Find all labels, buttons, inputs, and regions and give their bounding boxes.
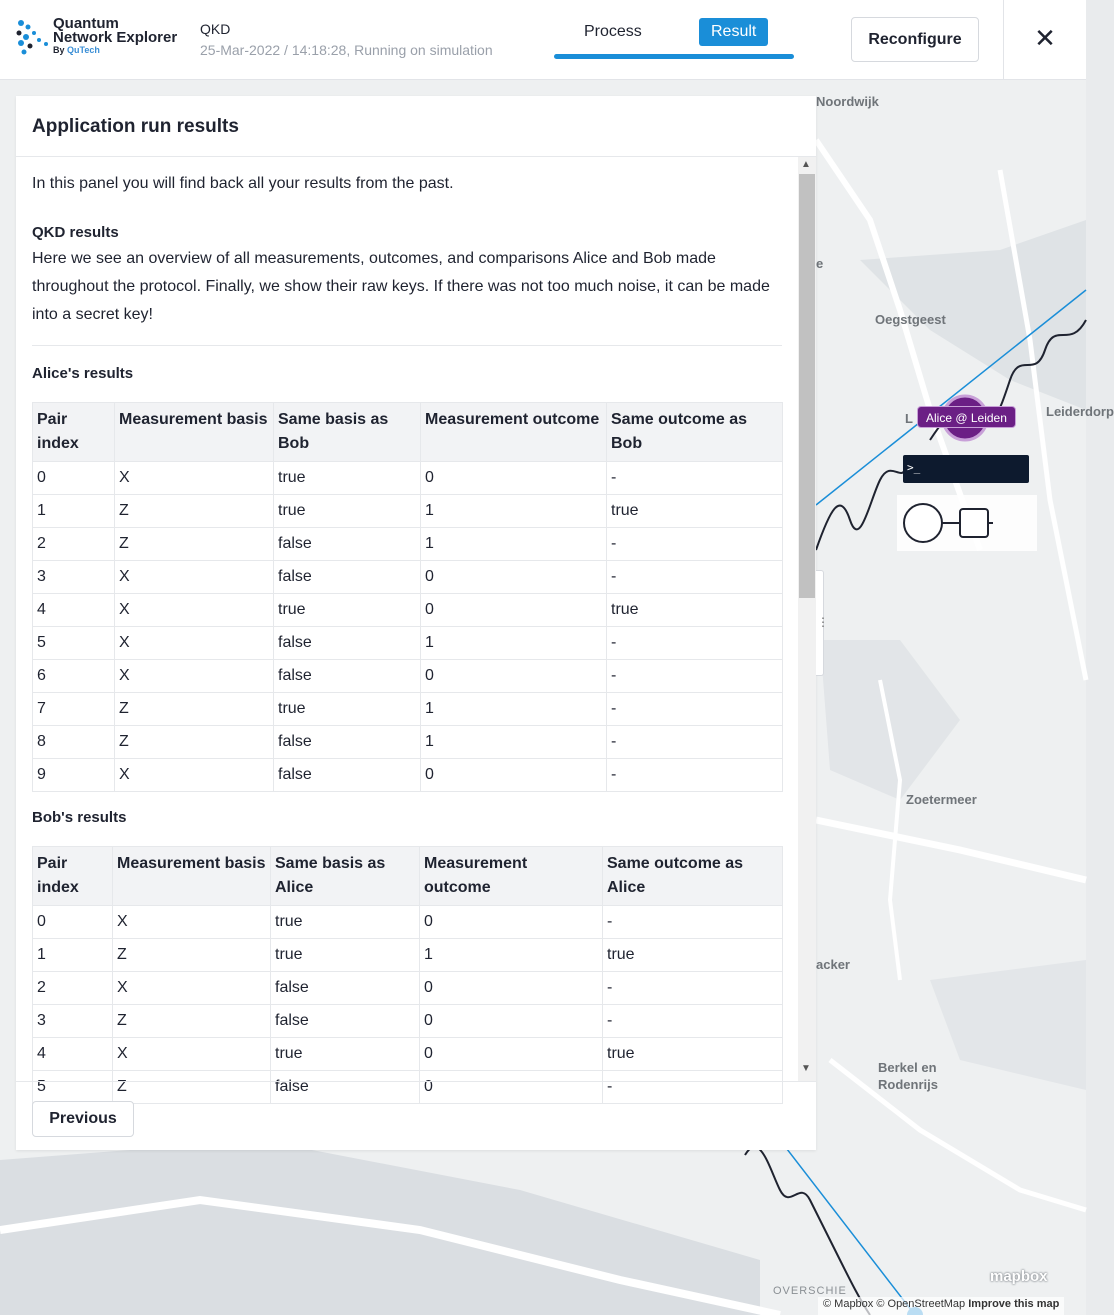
- section-divider: [32, 345, 782, 346]
- map-place-label: Rodenrijs: [878, 1077, 938, 1092]
- logo-by: By: [53, 45, 68, 55]
- map-place-label: Leiderdorp: [1046, 404, 1114, 419]
- table-cell: false: [274, 660, 421, 693]
- tab-result[interactable]: Result: [699, 18, 768, 46]
- column-header: Measurement outcome: [421, 403, 607, 462]
- table-cell: 4: [33, 1038, 113, 1071]
- table-cell: Z: [115, 528, 274, 561]
- table-cell: -: [607, 726, 783, 759]
- table-row: [33, 906, 783, 939]
- panel-footer: [16, 1081, 816, 1150]
- table-row: [33, 693, 783, 726]
- table-row: [33, 972, 783, 1005]
- table-cell: true: [274, 495, 421, 528]
- results-panel: [16, 96, 816, 1150]
- table-cell: false: [271, 1071, 420, 1104]
- scroll-up-icon[interactable]: ▲: [801, 159, 811, 170]
- table-cell: X: [113, 972, 271, 1005]
- map-place-label: L: [905, 411, 913, 426]
- table-cell: -: [607, 660, 783, 693]
- table-cell: true: [271, 939, 420, 972]
- table-row: [33, 495, 783, 528]
- table-cell: X: [115, 660, 274, 693]
- table-cell: true: [271, 906, 420, 939]
- close-icon[interactable]: ✕: [1034, 23, 1056, 53]
- column-header: Same basis as Alice: [271, 847, 420, 906]
- run-meta: 25-Mar-2022 / 14:18:28, Running on simulation: [200, 42, 493, 58]
- header-divider: [1003, 0, 1004, 80]
- panel-scroll-area[interactable]: [16, 157, 816, 1095]
- table-cell: X: [113, 1038, 271, 1071]
- step-tabs: [554, 18, 794, 60]
- table-cell: Z: [115, 495, 274, 528]
- app-header: [0, 0, 1086, 80]
- table-cell: false: [271, 972, 420, 1005]
- table-cell: true: [607, 594, 783, 627]
- column-header: Measurement basis: [113, 847, 271, 906]
- table-cell: -: [607, 561, 783, 594]
- table-cell: 3: [33, 1005, 113, 1038]
- table-row: [33, 939, 783, 972]
- table-cell: 9: [33, 759, 115, 792]
- table-cell: 6: [33, 660, 115, 693]
- table-cell: 0: [33, 906, 113, 939]
- table-cell: 0: [420, 906, 603, 939]
- app-logo[interactable]: [16, 16, 186, 60]
- circuit-icon: [897, 495, 1037, 551]
- table-cell: 1: [421, 627, 607, 660]
- table-cell: 0: [421, 561, 607, 594]
- table-cell: 0: [33, 462, 115, 495]
- node-circuit-diagram: [897, 495, 1037, 551]
- previous-button[interactable]: Previous: [32, 1101, 134, 1137]
- table-cell: true: [603, 939, 783, 972]
- table-cell: Z: [113, 1071, 271, 1104]
- drag-handle-icon: ⋮: [817, 615, 829, 629]
- table-cell: true: [274, 594, 421, 627]
- table-cell: X: [115, 561, 274, 594]
- node-label[interactable]: Alice @ Leiden: [917, 406, 1016, 428]
- table-cell: 5: [33, 1071, 113, 1104]
- scroll-down-icon[interactable]: ▼: [801, 1063, 811, 1074]
- table-cell: 0: [420, 1005, 603, 1038]
- table-cell: 8: [33, 726, 115, 759]
- column-header: Same basis as Bob: [274, 403, 421, 462]
- table-cell: 3: [33, 561, 115, 594]
- table-cell: -: [607, 759, 783, 792]
- table-cell: 0: [420, 1071, 603, 1104]
- table-cell: 0: [421, 660, 607, 693]
- table-cell: false: [274, 759, 421, 792]
- table-cell: 7: [33, 693, 115, 726]
- table-cell: 4: [33, 594, 115, 627]
- table-cell: true: [607, 495, 783, 528]
- table-cell: 0: [420, 972, 603, 1005]
- table-cell: 1: [421, 495, 607, 528]
- table-cell: -: [607, 693, 783, 726]
- map-place-label: Oegstgeest: [875, 312, 946, 327]
- table-cell: 0: [420, 1038, 603, 1071]
- table-cell: -: [603, 1005, 783, 1038]
- map-place-label: Noordwijk: [816, 94, 879, 109]
- attribution-text[interactable]: © Mapbox © OpenStreetMap: [823, 1298, 966, 1310]
- tab-process[interactable]: Process: [584, 23, 642, 40]
- bob-results-table: [32, 846, 783, 1104]
- column-header: Pair index: [33, 847, 113, 906]
- scrollbar-thumb[interactable]: [799, 174, 815, 598]
- improve-map-link[interactable]: Improve this map: [968, 1298, 1060, 1310]
- table-cell: 2: [33, 972, 113, 1005]
- table-cell: 1: [421, 726, 607, 759]
- table-cell: 2: [33, 528, 115, 561]
- map-place-label: Berkel en: [878, 1060, 937, 1075]
- table-cell: 1: [420, 939, 603, 972]
- table-cell: 0: [421, 594, 607, 627]
- table-cell: X: [115, 594, 274, 627]
- table-cell: Z: [113, 939, 271, 972]
- bob-results-title: Bob's results: [32, 809, 127, 826]
- mapbox-logo[interactable]: mapbox: [990, 1268, 1048, 1285]
- table-cell: false: [274, 528, 421, 561]
- table-row: [33, 627, 783, 660]
- table-cell: -: [603, 906, 783, 939]
- tab-progress-bar: [554, 54, 794, 59]
- table-row: [33, 759, 783, 792]
- column-header: Same outcome as Alice: [603, 847, 783, 906]
- table-cell: false: [271, 1005, 420, 1038]
- qkd-section-title: QKD results: [32, 224, 119, 241]
- column-header: Measurement basis: [115, 403, 274, 462]
- table-cell: 1: [33, 495, 115, 528]
- table-cell: false: [274, 627, 421, 660]
- table-row: [33, 528, 783, 561]
- table-cell: 1: [421, 693, 607, 726]
- panel-scrollbar[interactable]: [798, 157, 816, 1081]
- table-cell: Z: [115, 693, 274, 726]
- table-row: [33, 726, 783, 759]
- node-terminal[interactable]: >_: [903, 455, 1029, 483]
- alice-results-table: [32, 402, 783, 792]
- map-place-label: OVERSCHIE: [773, 1285, 847, 1297]
- table-row: [33, 561, 783, 594]
- logo-brand: QuTech: [67, 45, 100, 55]
- logo-byline: [53, 45, 100, 55]
- alice-results-title: Alice's results: [32, 365, 134, 382]
- table-cell: X: [115, 759, 274, 792]
- table-cell: 0: [421, 462, 607, 495]
- panel-intro: In this panel you will find back all your results from the past.: [32, 175, 454, 192]
- column-header: Measurement outcome: [420, 847, 603, 906]
- table-cell: true: [274, 462, 421, 495]
- map-attribution: [818, 1297, 1064, 1315]
- table-row: [33, 1038, 783, 1071]
- table-cell: true: [274, 693, 421, 726]
- logo-title-line2: Network Explorer: [53, 29, 178, 46]
- table-cell: -: [603, 1071, 783, 1104]
- logo-title-line1: Quantum: [53, 15, 119, 32]
- column-header: Same outcome as Bob: [607, 403, 783, 462]
- table-cell: false: [274, 561, 421, 594]
- table-cell: X: [115, 462, 274, 495]
- app-name: QKD: [200, 21, 231, 37]
- panel-title: Application run results: [32, 116, 239, 137]
- table-cell: X: [113, 906, 271, 939]
- table-row: [33, 594, 783, 627]
- table-cell: -: [607, 528, 783, 561]
- panel-resize-handle[interactable]: [816, 570, 829, 676]
- table-cell: 5: [33, 627, 115, 660]
- table-cell: Z: [115, 726, 274, 759]
- table-cell: true: [271, 1038, 420, 1071]
- table-row: [33, 462, 783, 495]
- column-header: Pair index: [33, 403, 115, 462]
- table-cell: -: [607, 627, 783, 660]
- table-cell: false: [274, 726, 421, 759]
- table-cell: Z: [113, 1005, 271, 1038]
- map-place-label: acker: [816, 957, 850, 972]
- panel-header: [16, 96, 816, 157]
- logo-icon: [16, 18, 52, 56]
- table-cell: true: [603, 1038, 783, 1071]
- map-place-label: Zoetermeer: [906, 792, 977, 807]
- qkd-section-description: Here we see an overview of all measurements, outcomes, and comparisons Alice and Bob made throughout the protocol. Finally, we show their raw keys. If there was not too much noise, it can be made into a secret key!: [32, 250, 770, 323]
- table-cell: X: [115, 627, 274, 660]
- reconfigure-button[interactable]: Reconfigure: [851, 17, 979, 62]
- table-cell: -: [603, 972, 783, 1005]
- table-cell: 1: [33, 939, 113, 972]
- table-row: [33, 660, 783, 693]
- map-place-label: e: [816, 256, 824, 271]
- table-row: [33, 1005, 783, 1038]
- table-cell: -: [607, 462, 783, 495]
- table-cell: 0: [421, 759, 607, 792]
- table-cell: 1: [421, 528, 607, 561]
